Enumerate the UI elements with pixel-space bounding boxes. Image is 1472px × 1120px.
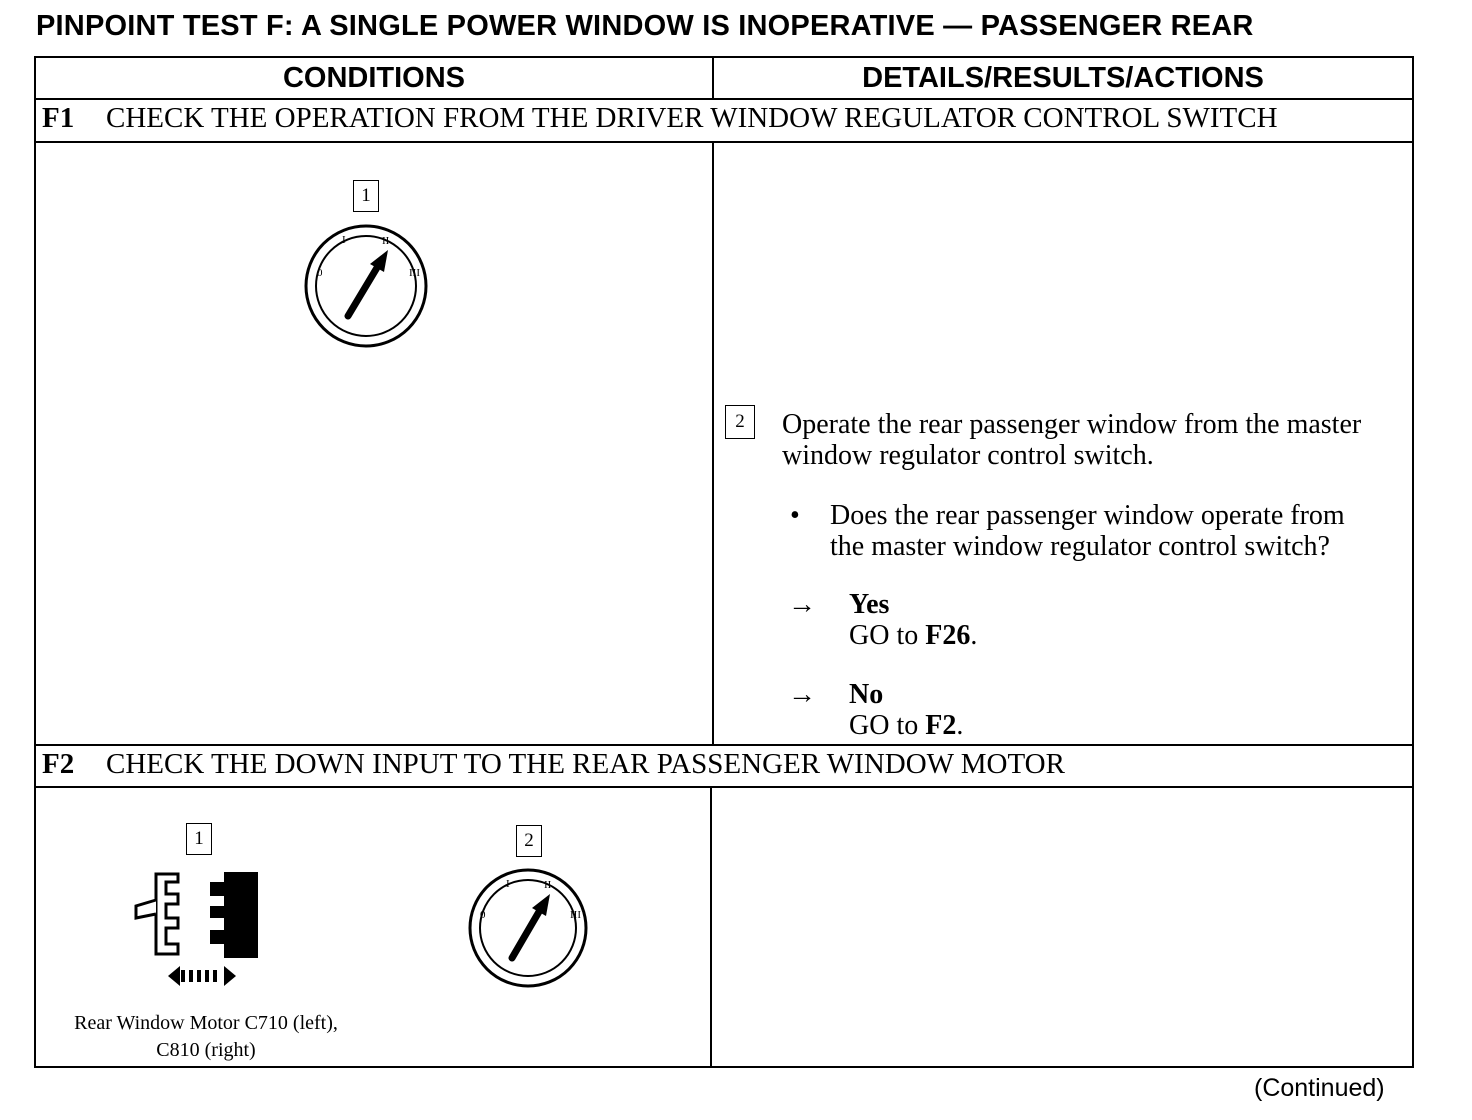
ignition-switch-icon <box>462 868 594 992</box>
step-heading-f1 <box>42 102 1278 135</box>
ignition-label-1: I <box>342 234 346 246</box>
question-text: Does the rear passenger window operate from the master window regulator control switch? <box>830 500 1345 562</box>
divider-f2-heading <box>34 786 1414 788</box>
step-title-f1: CHECK THE OPERATION FROM THE DRIVER WINDOW REGULATOR CONTROL SWITCH <box>106 102 1278 134</box>
step-heading-f2 <box>42 748 1065 781</box>
bullet-icon: • <box>790 500 800 531</box>
goto-target-f26[interactable]: F26 <box>925 620 971 651</box>
ignition-label-3: III <box>570 909 581 921</box>
arrow-right-icon: → <box>788 589 816 620</box>
figure-caption: Rear Window Motor C710 (left), C810 (right) <box>74 1012 338 1061</box>
figure-step-box-f2-2: 2 <box>516 825 542 857</box>
divider-f2-top <box>34 744 1414 746</box>
step-id-f1: F1 <box>42 102 75 134</box>
ignition-label-3: III <box>409 267 420 279</box>
continued-note: (Continued) <box>1254 1074 1385 1102</box>
ignition-switch-icon <box>300 224 432 352</box>
arrow-right-icon: → <box>788 679 816 710</box>
divider-header <box>34 98 1414 100</box>
connector-icon <box>128 866 264 994</box>
instruction-text: Operate the rear passenger window from the master window regulator control switch. <box>782 409 1362 471</box>
column-header-conditions: CONDITIONS <box>282 61 466 94</box>
page-title: PINPOINT TEST F: A SINGLE POWER WINDOW IS INOPERATIVE — PASSENGER REAR <box>36 10 1254 42</box>
divider-f1-heading <box>34 141 1414 143</box>
divider-col-f2 <box>710 786 712 1068</box>
step-box-f1-2: 2 <box>725 405 755 439</box>
result-yes: Yes GO to F26. <box>849 589 978 651</box>
figure-step-box-f2-1: 1 <box>186 823 212 855</box>
figure-step-box-f1-1: 1 <box>353 180 379 212</box>
divider-col-f1 <box>712 141 714 745</box>
result-no: No GO to F2. <box>849 679 964 741</box>
step-title-f2: CHECK THE DOWN INPUT TO THE REAR PASSENGER WINDOW MOTOR <box>106 748 1065 780</box>
ignition-label-2: II <box>382 235 390 247</box>
ignition-label-2: II <box>544 879 552 891</box>
ignition-label-0: 0 <box>317 267 323 279</box>
goto-target-f2[interactable]: F2 <box>925 710 957 741</box>
ignition-label-0: 0 <box>480 909 486 921</box>
column-header-details: DETAILS/RESULTS/ACTIONS <box>862 61 1264 94</box>
ignition-label-1: I <box>506 878 510 890</box>
step-id-f2: F2 <box>42 748 75 780</box>
